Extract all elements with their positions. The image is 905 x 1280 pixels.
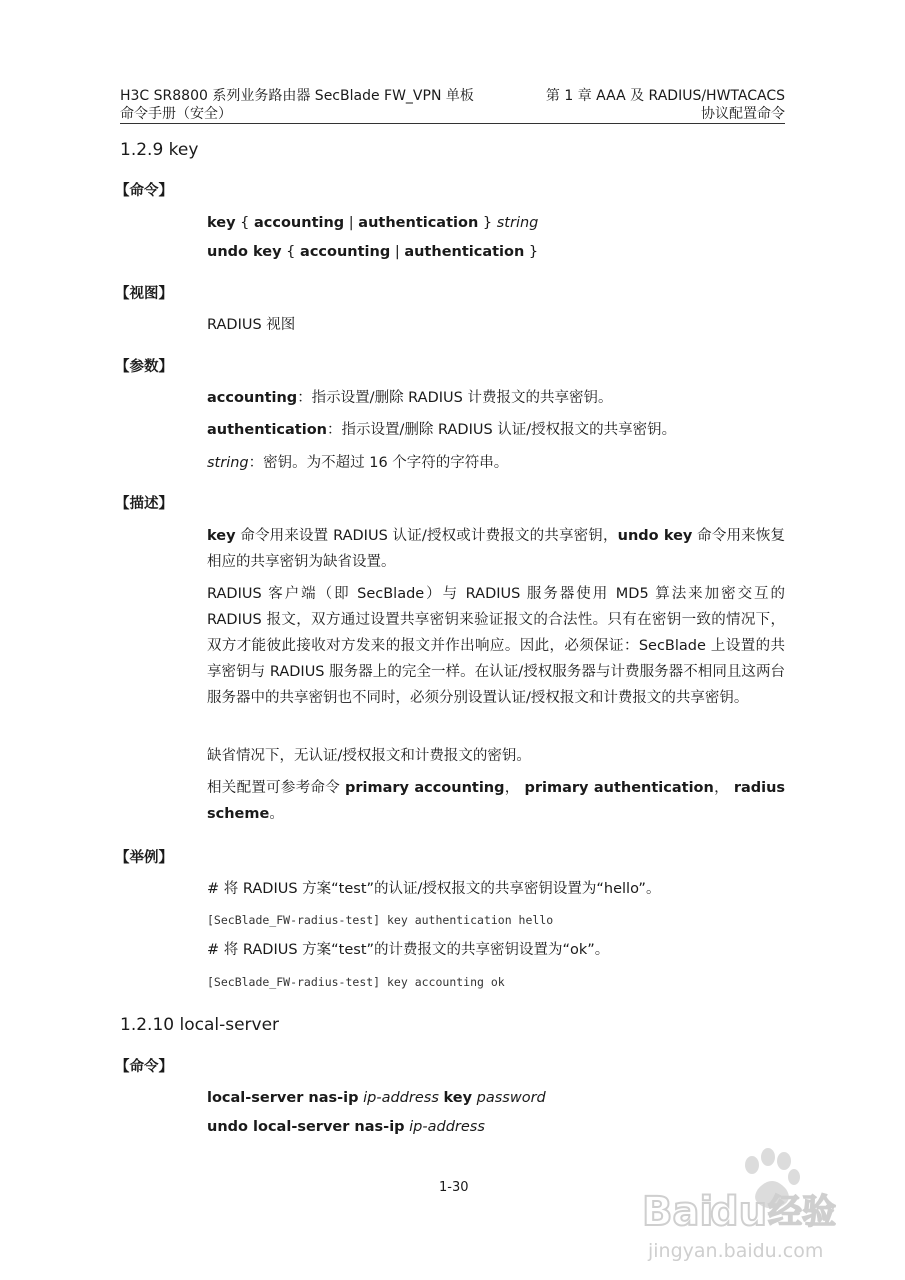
cmd-keyword: undo local-server nas-ip — [207, 1119, 405, 1135]
baidu-jingyan-watermark — [640, 1145, 855, 1270]
header-left-line2: 命令手册（安全） — [120, 106, 232, 122]
param-name: authentication — [207, 422, 327, 438]
cmd-argument: string — [496, 215, 539, 231]
desc-keyword: radius scheme — [207, 780, 786, 822]
desc-text: ， — [713, 780, 729, 796]
example-label: 【举例】 — [115, 850, 173, 866]
cmd-punct: } — [478, 215, 497, 231]
command-line-key — [207, 210, 538, 236]
section-title-local-server: 1.2.10 local-server — [120, 1015, 280, 1035]
paw-logo-icon — [640, 1145, 855, 1270]
desc-text: ， — [504, 780, 520, 796]
svg-text:Bai: Bai — [642, 1189, 714, 1235]
command-label-2: 【命令】 — [115, 1059, 173, 1075]
svg-text:jingyan.baidu.com: jingyan.baidu.com — [648, 1240, 824, 1262]
cmd-argument: password — [476, 1090, 546, 1106]
param-name: accounting — [207, 390, 298, 406]
param-desc: ：密钥。为不超过 16 个字符的字符串。 — [248, 455, 509, 471]
view-text: RADIUS 视图 — [207, 317, 296, 333]
param-desc: ：指示设置/删除 RADIUS 认证/授权报文的共享密钥。 — [327, 422, 677, 438]
parameter-string — [207, 450, 508, 476]
svg-text:du: du — [710, 1189, 768, 1235]
parameter-label: 【参数】 — [115, 359, 173, 375]
parameter-accounting — [207, 385, 612, 411]
cmd-punct: } — [524, 244, 539, 260]
cmd-punct: { — [281, 244, 301, 260]
cmd-argument: ip-address — [409, 1119, 485, 1135]
header-right-line1: 第 1 章 AAA 及 RADIUS/HWTACACS — [545, 88, 785, 104]
param-desc: ：指示设置/删除 RADIUS 计费报文的共享密钥。 — [297, 390, 613, 406]
description-paragraph-3: 缺省情况下，无认证/授权报文和计费报文的密钥。 — [207, 748, 531, 764]
command-line-undo-local-server — [207, 1114, 485, 1140]
desc-text: 命令用来恢复相应的共享密钥为缺省设置。 — [207, 528, 785, 570]
cmd-keyword: accounting — [254, 215, 345, 231]
description-paragraph-2: RADIUS 客户端（即 SecBlade）与 RADIUS 服务器使用 MD5 算法来加密交互的 RADIUS 报文，双方通过设置共享密钥来验证报文的合法性。只有在密钥一致的情况下，双方才能彼此接收对方发来的报文并作出响应。因此，必须保证：SecBlade 上设置的共享密钥与 RADIUS 服务器上的完全一样。在认证/授权服务器与计费服务器不相同且这两台服务器中的共享密钥也不同时，必须分别设置认证/授权报文和计费报文的共享密钥。 — [207, 586, 785, 706]
cmd-keyword: local-server nas-ip — [207, 1090, 359, 1106]
command-line-local-server — [207, 1085, 546, 1111]
header-left-line1: H3C SR8800 系列业务路由器 SecBlade FW_VPN 单板 — [120, 88, 474, 104]
cmd-keyword: key — [207, 215, 236, 231]
svg-text:经验: 经验 — [768, 1192, 836, 1232]
cmd-keyword: key — [443, 1090, 473, 1106]
cmd-punct: | — [344, 215, 359, 231]
header-right-line2: 协议配置命令 — [701, 106, 785, 122]
cmd-keyword: accounting — [300, 244, 391, 260]
cmd-keyword: undo key — [207, 244, 282, 260]
page-number: 1-30 — [439, 1180, 469, 1195]
example-2-code: [SecBlade_FW-radius-test] key accounting ok — [207, 975, 505, 989]
description-paragraph-4 — [207, 775, 785, 827]
cmd-argument: ip-address — [363, 1090, 439, 1106]
cmd-keyword: authentication — [358, 215, 479, 231]
example-1-text: # 将 RADIUS 方案“test”的认证/授权报文的共享密钥设置为“hello”。 — [207, 881, 661, 897]
param-name: string — [207, 455, 249, 471]
cmd-punct: | — [390, 244, 405, 260]
description-label: 【描述】 — [115, 496, 173, 512]
section-title-key: 1.2.9 key — [120, 140, 199, 160]
view-label: 【视图】 — [115, 286, 173, 302]
description-paragraph-1 — [207, 523, 785, 575]
desc-text: 命令用来设置 RADIUS 认证/授权或计费报文的共享密钥， — [235, 528, 618, 544]
cmd-keyword: authentication — [404, 244, 525, 260]
parameter-authentication — [207, 417, 676, 443]
desc-text: 相关配置可参考命令 — [207, 780, 345, 796]
desc-keyword: primary authentication — [524, 780, 714, 796]
example-1-code: [SecBlade_FW-radius-test] key authentication hello — [207, 913, 554, 927]
desc-keyword: undo key — [617, 528, 693, 544]
command-label: 【命令】 — [115, 183, 173, 199]
command-line-undo-key — [207, 239, 538, 265]
cmd-punct: { — [235, 215, 254, 231]
desc-keyword: key — [207, 528, 236, 544]
header-rule — [120, 123, 785, 124]
desc-keyword: primary accounting — [344, 780, 505, 796]
desc-text: 。 — [269, 806, 284, 822]
example-2-text: # 将 RADIUS 方案“test”的计费报文的共享密钥设置为“ok”。 — [207, 942, 610, 958]
